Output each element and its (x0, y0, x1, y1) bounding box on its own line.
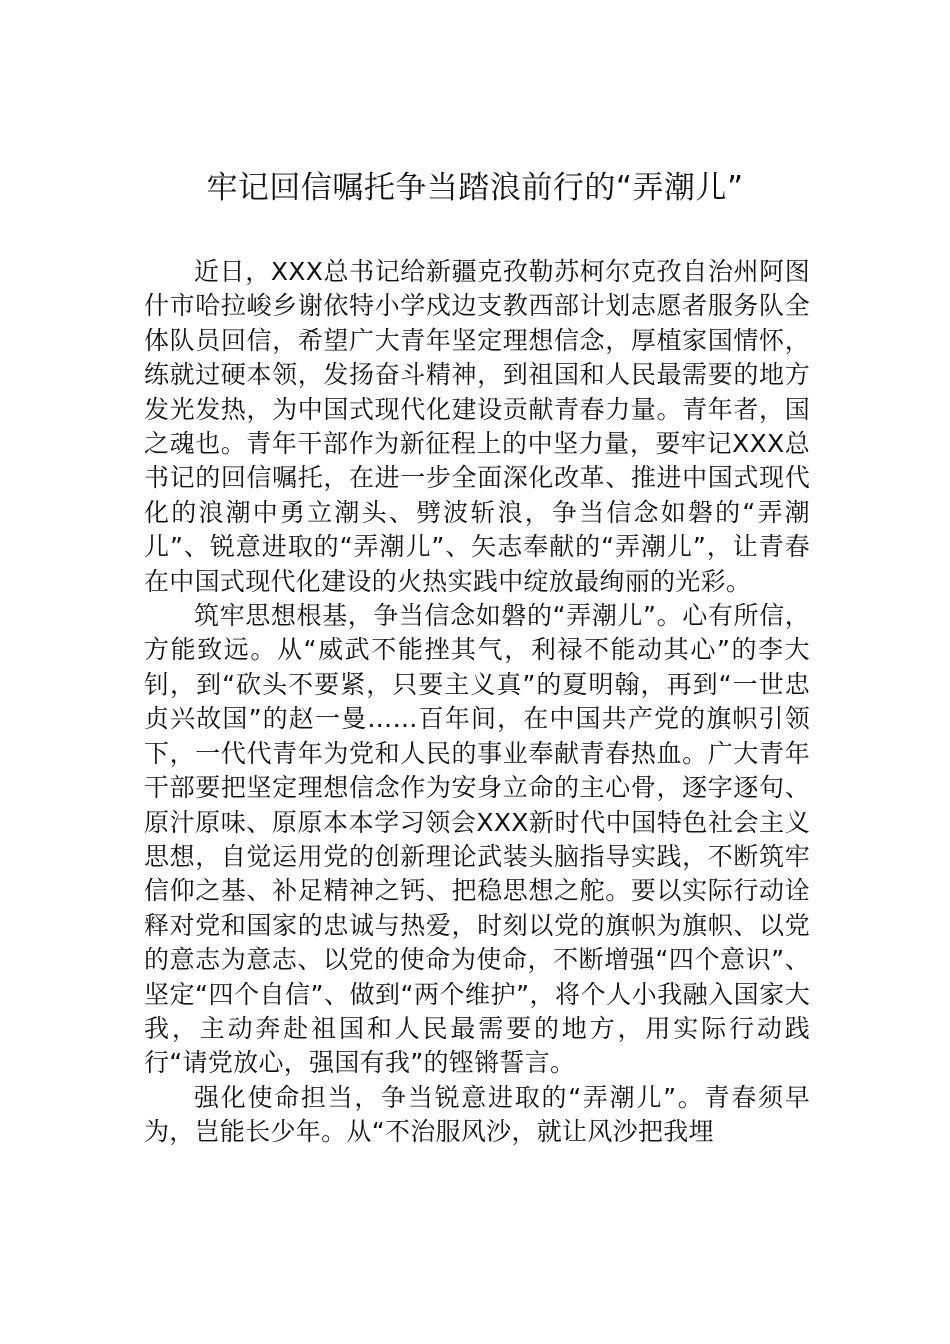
paragraph-mission: 强化使命担当，争当锐意进取的“弄潮儿”。青春须早为，岂能长少年。从“不治服风沙，就让风沙把我埋 (144, 1082, 810, 1147)
paragraph-belief: 筑牢思想根基，争当信念如磐的“弄潮儿”。心有所信，方能致远。从“威武不能挫其气，利禄不能动其心”的李大钊，到“砍头不要紧，只要主义真”的夏明翰，再到“一世忠贞兴故国”的赵一曼……百年间，在中国共产党的旗帜引领下，一代代青年为党和人民的事业奉献青春热血。广大青年干部要把坚定理想信念作为安身立命的主心骨，逐字逐句、原汁原味、原原本本学习领会XXX新时代中国特色社会主义思想，自觉运用党的创新理论武装头脑指导实践，不断筑牢信仰之基、补足精神之钙、把稳思想之舵。要以实际行动诠释对党和国家的忠诚与热爱，时刻以党的旗帜为旗帜、以党的意志为意志、以党的使命为使命，不断增强“四个意识”、坚定“四个自信”、做到“两个维护”，将个人小我融入国家大我，主动奔赴祖国和人民最需要的地方，用实际行动践行“请党放心，强国有我”的铿锵誓言。 (144, 601, 810, 1078)
paragraph-intro: 近日，XXX总书记给新疆克孜勒苏柯尔克孜自治州阿图什市哈拉峻乡谢依特小学戍边支教西部计划志愿者服务队全体队员回信，希望广大青年坚定理想信念，厚植家国情怀，练就过硬本领，发扬奋斗精神，到祖国和人民最需要的地方发光发热，为中国式现代化建设贡献青春力量。青年者，国之魂也。青年干部作为新征程上的中坚力量，要牢记XXX总书记的回信嘱托，在进一步全面深化改革、推进中国式现代化的浪潮中勇立潮头、劈波斩浪，争当信念如磐的“弄潮儿”、锐意进取的“弄潮儿”、矢志奉献的“弄潮儿”，让青春在中国式现代化建设的火热实践中绽放最绚丽的光彩。 (144, 257, 810, 596)
document-body (144, 255, 810, 1150)
document-title: 牢记回信嘱托争当踏浪前行的“弄潮儿” (206, 170, 744, 206)
